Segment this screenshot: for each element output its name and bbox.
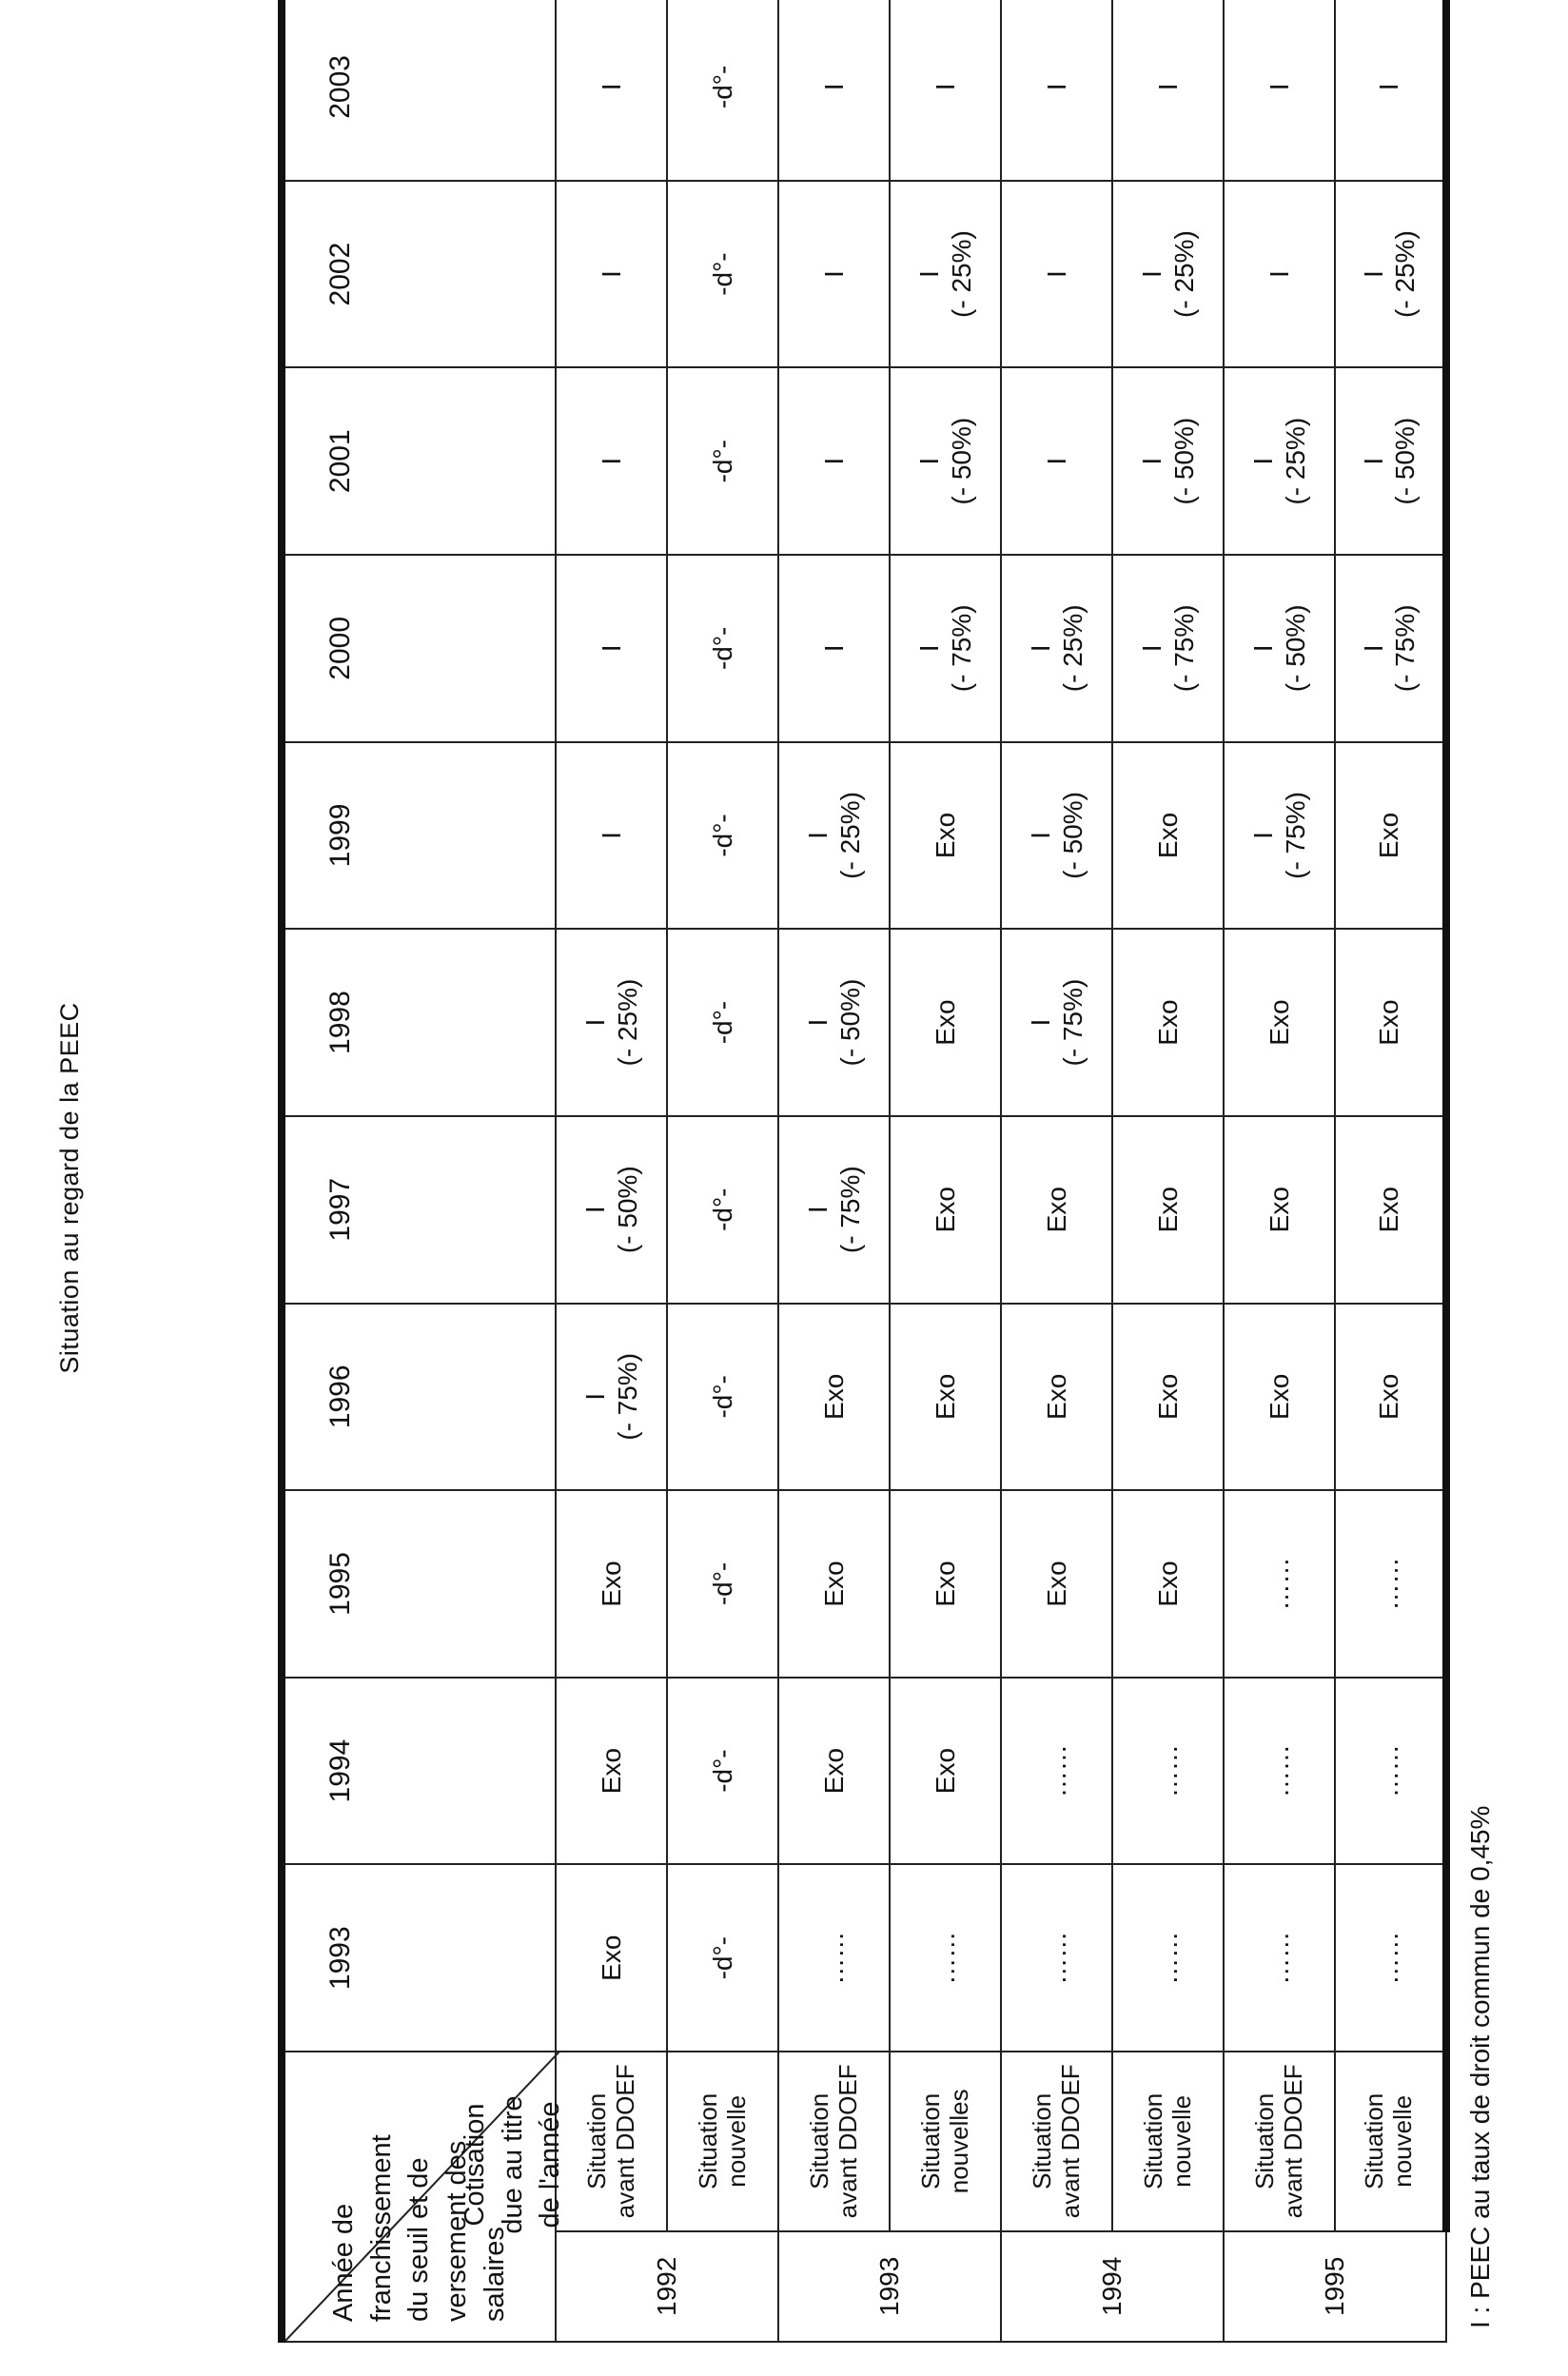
table-cell <box>556 0 667 181</box>
text-line: -d°- <box>707 1188 737 1231</box>
table-cell <box>1112 0 1224 181</box>
column-header-year: 1995 <box>282 1490 556 1678</box>
situation-label <box>1001 2052 1112 2231</box>
text-line: Situation <box>915 2092 945 2189</box>
table-cell <box>890 1116 1001 1304</box>
table-row <box>1335 0 1446 2342</box>
text-line: nouvelle <box>721 2094 751 2188</box>
text-line: Exo <box>930 1561 960 1607</box>
text-line: I <box>1137 644 1167 653</box>
text-line: nouvelles <box>944 2089 973 2194</box>
table-cell <box>778 0 890 181</box>
text-line: (- 50%) <box>1168 417 1199 505</box>
table-cell <box>1001 0 1112 181</box>
text-line: (- 75%) <box>1280 792 1310 879</box>
text-line: Situation <box>804 2092 833 2189</box>
table-cell <box>1112 1864 1224 2052</box>
text-line: …… <box>1152 1931 1183 1985</box>
text-line: I <box>1264 83 1294 91</box>
table-cell <box>778 929 890 1116</box>
table-row <box>890 0 1001 2342</box>
text-line: Exo <box>930 1187 960 1233</box>
table-cell <box>556 1116 667 1304</box>
table-cell <box>778 742 890 930</box>
table-cell <box>556 181 667 368</box>
text-line: (- 75%) <box>612 1352 642 1441</box>
table-cell <box>1224 181 1335 368</box>
text-line: I <box>818 83 849 91</box>
table-cell <box>1112 181 1224 368</box>
column-header-year: 1996 <box>282 1304 556 1491</box>
text-line: -d°- <box>707 1561 737 1606</box>
table-cell <box>1224 367 1335 555</box>
text-line: Exo <box>930 1373 960 1420</box>
text-line: (- 25%) <box>946 230 976 318</box>
text-line: I <box>803 832 833 839</box>
table-row <box>667 0 778 2342</box>
text-line: Exo <box>1264 999 1294 1046</box>
text-line: -d°- <box>707 1000 737 1045</box>
table-row <box>556 0 667 2342</box>
text-line: I <box>1358 644 1388 653</box>
text-line: I <box>580 1018 611 1027</box>
text-line: Exo <box>930 1747 960 1795</box>
peec-table <box>278 0 1450 2343</box>
table-row <box>778 0 890 2342</box>
table-cell <box>1335 1304 1446 1491</box>
text-line: -d°- <box>707 814 737 857</box>
text-line: I <box>1248 457 1279 465</box>
text-line: I <box>914 644 945 653</box>
text-line: I <box>1358 457 1388 465</box>
text-line: -d°- <box>707 440 737 483</box>
table-cell <box>1001 1490 1112 1678</box>
text-line: (- 25%) <box>1390 230 1420 318</box>
table-cell <box>890 0 1001 181</box>
text-line: I <box>596 83 626 91</box>
table-cell <box>667 367 778 555</box>
text-line: …… <box>1374 1557 1404 1611</box>
text-line: Exo <box>1264 1373 1294 1420</box>
table-cell <box>1335 1116 1446 1304</box>
table-cell <box>1224 1116 1335 1304</box>
table-cell <box>1112 1304 1224 1491</box>
text-line: (- 25%) <box>612 978 642 1067</box>
table-cell <box>890 181 1001 368</box>
text-line: I <box>1358 270 1388 278</box>
text-line: Exo <box>930 999 960 1046</box>
text-line: Exo <box>596 1934 626 1981</box>
text-line: I <box>914 457 945 465</box>
table-cell <box>1112 1116 1224 1304</box>
text-line: Exo <box>1374 1187 1404 1233</box>
table-cell <box>890 1864 1001 2052</box>
text-line: Situation <box>1249 2092 1279 2189</box>
text-line: Cotisation <box>460 2103 490 2227</box>
table-cell <box>778 1490 890 1678</box>
column-header-year: 1997 <box>282 1116 556 1304</box>
text-line: avant DDOEF <box>1278 2064 1307 2219</box>
table-cell <box>890 555 1001 742</box>
text-line: I <box>803 1018 833 1027</box>
table-cell <box>890 929 1001 1116</box>
text-line: Situation <box>1027 2092 1056 2189</box>
situation-label <box>890 2052 1001 2231</box>
text-line: I <box>596 644 626 653</box>
text-line: -d°- <box>707 1936 737 1980</box>
text-line: (- 75%) <box>1057 978 1088 1067</box>
situation-label <box>667 2052 778 2231</box>
text-line: Année de <box>328 2203 359 2322</box>
text-line: I <box>1026 644 1056 653</box>
table-cell <box>667 742 778 930</box>
table-cell <box>667 1116 778 1304</box>
table-cell <box>1001 1116 1112 1304</box>
text-line: Exo <box>1152 1187 1183 1233</box>
table-cell <box>667 1678 778 1865</box>
table-cell <box>1335 1678 1446 1865</box>
table-cell <box>667 929 778 1116</box>
text-line: I <box>818 457 849 465</box>
table-cell <box>1224 1864 1335 2052</box>
text-line: (- 50%) <box>1390 417 1420 505</box>
column-header-year: 1994 <box>282 1678 556 1865</box>
header-row <box>282 0 556 2342</box>
column-header-year: 2003 <box>282 0 556 181</box>
table-cell <box>1224 1678 1335 1865</box>
text-line: du seuil et de <box>403 2157 435 2322</box>
table-cell <box>1335 0 1446 181</box>
text-line: I <box>596 270 626 278</box>
text-line: Situation <box>1138 2092 1167 2189</box>
table-corner-header <box>282 2052 566 2342</box>
text-line: Exo <box>1152 999 1183 1046</box>
text-line: (- 25%) <box>834 792 865 879</box>
footnote: I : PEEC au taux de droit commun de 0,45% <box>1465 1805 1495 2328</box>
table-cell <box>667 0 778 181</box>
text-line: I <box>580 1206 611 1214</box>
table-cell <box>1224 742 1335 930</box>
table-cell <box>1335 1490 1446 1678</box>
text-line: I <box>1248 832 1279 839</box>
table-cell <box>1335 1864 1446 2052</box>
text-line: …… <box>1264 1557 1294 1611</box>
table-cell <box>890 1490 1001 1678</box>
text-line: I <box>596 832 626 839</box>
corner-label-cotisation <box>457 2070 570 2260</box>
table-cell <box>1224 1304 1335 1491</box>
text-line: …… <box>1041 1744 1071 1798</box>
table-cell <box>556 1864 667 2052</box>
table-cell <box>1112 1678 1224 1865</box>
page-title: Situation au regard de la PEEC <box>55 1002 84 1374</box>
table-row <box>1001 0 1112 2342</box>
text-line: …… <box>930 1931 960 1985</box>
text-line: I <box>1137 457 1167 465</box>
text-line: (- 25%) <box>1280 417 1310 505</box>
text-line: (- 25%) <box>1057 604 1088 693</box>
table-cell <box>778 367 890 555</box>
text-line: I <box>914 270 945 278</box>
text-line: Exo <box>1041 1561 1071 1607</box>
table-cell <box>778 1864 890 2052</box>
table-cell <box>1001 1678 1112 1865</box>
text-line: nouvelle <box>1166 2094 1196 2188</box>
text-line: Exo <box>818 1373 849 1420</box>
text-line: Exo <box>1264 1187 1294 1233</box>
text-line: versement des <box>441 2140 473 2322</box>
column-header-year: 2001 <box>282 367 556 555</box>
text-line: (- 50%) <box>1057 792 1088 879</box>
table-cell <box>1335 742 1446 930</box>
table-cell <box>1001 181 1112 368</box>
text-line: I <box>803 1206 833 1214</box>
text-line: -d°- <box>707 1749 737 1793</box>
text-line: I <box>1248 644 1279 653</box>
situation-label <box>1112 2052 1224 2231</box>
column-header-year: 1999 <box>282 742 556 930</box>
text-line: Exo <box>1374 1373 1404 1420</box>
text-line: …… <box>1264 1744 1294 1798</box>
column-header-year: 1993 <box>282 1864 556 2052</box>
text-line: …… <box>1264 1931 1294 1985</box>
table-row <box>1224 0 1335 2342</box>
text-line: …… <box>818 1931 849 1985</box>
table-cell <box>1001 367 1112 555</box>
text-line: Exo <box>1041 1373 1071 1420</box>
table-cell <box>1224 1490 1335 1678</box>
text-line: (- 75%) <box>946 604 976 693</box>
text-line: Situation <box>1360 2092 1389 2189</box>
text-line: Exo <box>818 1561 849 1607</box>
text-line: (- 50%) <box>834 978 865 1067</box>
text-line: I <box>818 270 849 278</box>
table-cell <box>667 555 778 742</box>
text-line: I <box>1264 270 1294 278</box>
table-cell <box>1224 0 1335 181</box>
text-line: I <box>1374 83 1404 91</box>
table-cell <box>1335 929 1446 1116</box>
text-line: (- 50%) <box>1280 604 1310 693</box>
text-line: (- 25%) <box>1168 230 1199 318</box>
text-line: Exo <box>930 812 960 859</box>
text-line: due au titre <box>497 2095 528 2234</box>
text-line: Situation <box>581 2092 611 2189</box>
table-cell <box>556 1490 667 1678</box>
table-cell <box>890 742 1001 930</box>
situation-label <box>778 2052 890 2231</box>
row-header-year: 1995 <box>1224 2231 1446 2342</box>
text-line: Exo <box>596 1747 626 1795</box>
table-cell <box>1112 367 1224 555</box>
text-line: I <box>596 457 626 465</box>
text-line: Exo <box>1152 1373 1183 1420</box>
text-line: Exo <box>1152 812 1183 859</box>
text-line: Exo <box>1374 999 1404 1046</box>
text-line: avant DDOEF <box>833 2064 862 2219</box>
table-cell <box>556 1304 667 1491</box>
text-line: I <box>1041 83 1071 91</box>
table-cell <box>1224 555 1335 742</box>
table-cell <box>778 1304 890 1491</box>
text-line: …… <box>1041 1931 1071 1985</box>
table-cell <box>1335 367 1446 555</box>
row-header-year: 1992 <box>556 2231 778 2342</box>
text-line: avant DDOEF <box>610 2064 639 2219</box>
text-line: I <box>580 1392 611 1401</box>
table-cell <box>1001 555 1112 742</box>
text-line: Exo <box>1374 812 1404 859</box>
text-line: …… <box>1374 1744 1404 1798</box>
table-cell <box>667 1490 778 1678</box>
text-line: I <box>1152 83 1183 91</box>
table-cell <box>667 1864 778 2052</box>
table-cell <box>1112 1490 1224 1678</box>
table-cell <box>556 929 667 1116</box>
table-cell <box>1112 929 1224 1116</box>
text-line: salaires <box>479 2227 510 2322</box>
text-line: …… <box>1152 1744 1183 1798</box>
text-line: (- 50%) <box>612 1166 642 1254</box>
text-line: I <box>818 644 849 653</box>
text-line: I <box>1041 270 1071 278</box>
table-cell <box>778 555 890 742</box>
text-line: (- 75%) <box>834 1166 865 1254</box>
situation-label <box>1335 2052 1446 2231</box>
table-cell <box>890 1304 1001 1491</box>
row-header-year: 1993 <box>778 2231 1001 2342</box>
column-header-year: 1998 <box>282 929 556 1116</box>
table-cell <box>1335 555 1446 742</box>
text-line: (- 75%) <box>1390 604 1420 693</box>
table-cell <box>1001 1864 1112 2052</box>
table-cell <box>556 555 667 742</box>
table-cell <box>556 367 667 555</box>
text-line: nouvelle <box>1388 2094 1417 2188</box>
text-line: I <box>1026 1018 1056 1027</box>
text-line: franchissement <box>365 2134 397 2322</box>
table-row <box>1112 0 1224 2342</box>
table-cell <box>1335 181 1446 368</box>
text-line: I <box>1137 270 1167 278</box>
text-line: Exo <box>1041 1187 1071 1233</box>
text-line: Situation <box>693 2092 722 2189</box>
text-line: Exo <box>1152 1561 1183 1607</box>
column-header-year: 2000 <box>282 555 556 742</box>
text-line: -d°- <box>707 1375 737 1419</box>
text-line: -d°- <box>707 65 737 109</box>
column-header-year: 2002 <box>282 181 556 368</box>
text-line: (- 75%) <box>1168 604 1199 693</box>
table-cell <box>556 1678 667 1865</box>
table-cell <box>1001 742 1112 930</box>
text-line: …… <box>1374 1931 1404 1985</box>
table-cell <box>1224 929 1335 1116</box>
row-header-year: 1994 <box>1001 2231 1224 2342</box>
table-cell <box>778 1678 890 1865</box>
table-cell <box>1001 929 1112 1116</box>
text-line: I <box>930 83 960 91</box>
table-cell <box>1112 555 1224 742</box>
text-line: -d°- <box>707 626 737 671</box>
text-line: de l'année <box>535 2101 566 2229</box>
table-cell <box>667 181 778 368</box>
table-cell <box>1112 742 1224 930</box>
text-line: Exo <box>818 1747 849 1795</box>
text-line: I <box>1041 457 1071 465</box>
text-line: -d°- <box>707 252 737 296</box>
table-cell <box>667 1304 778 1491</box>
table-cell <box>890 1678 1001 1865</box>
text-line: (- 50%) <box>946 417 976 505</box>
text-line: I <box>1026 832 1056 839</box>
table-cell <box>556 742 667 930</box>
situation-label <box>556 2052 667 2231</box>
table-cell <box>778 181 890 368</box>
table-cell <box>778 1116 890 1304</box>
table-cell <box>1001 1304 1112 1491</box>
text-line: avant DDOEF <box>1055 2064 1085 2219</box>
situation-label <box>1224 2052 1335 2231</box>
table-cell <box>890 367 1001 555</box>
text-line: Exo <box>596 1561 626 1607</box>
